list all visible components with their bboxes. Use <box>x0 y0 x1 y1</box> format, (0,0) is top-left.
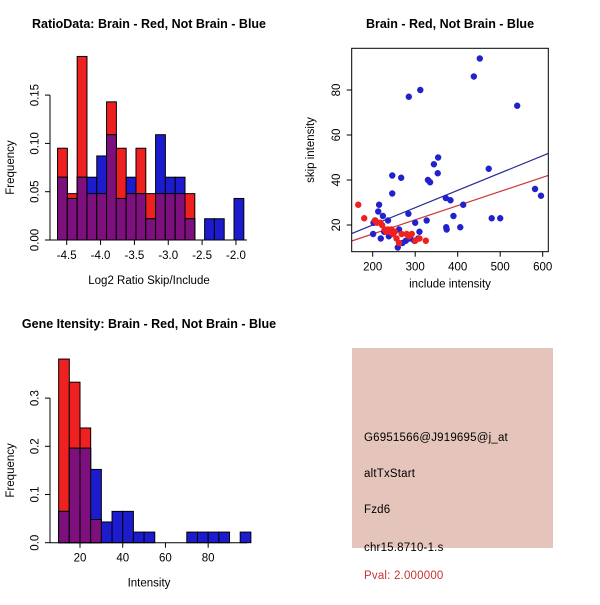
gene-histogram-chart <box>0 300 300 600</box>
pval-text: Pval: 2.000000 <box>364 570 444 582</box>
scatter-point-red <box>361 215 367 221</box>
chart-title: RatioData: Brain - Red, Not Brain - Blue <box>31 17 267 31</box>
scatter-point-blue <box>447 197 453 203</box>
hist-bar-blue <box>144 532 155 543</box>
hist-bar-blue <box>208 532 219 543</box>
scatter-point-blue <box>423 217 429 223</box>
hist-bar-blue <box>234 198 244 240</box>
x-tick-label: -4.0 <box>90 250 111 262</box>
scatter-point-blue <box>416 229 422 235</box>
scatter-point-blue <box>435 154 441 160</box>
hist-bar-overlap <box>116 198 126 240</box>
hist-bar-overlap <box>80 448 91 542</box>
probe-id-text: G6951566@J919695@j_at <box>364 432 508 444</box>
scatter-point-blue <box>385 217 391 223</box>
scatter-point-blue <box>378 235 384 241</box>
x-tick-label: 80 <box>201 552 215 565</box>
scatter-point-blue <box>412 220 418 226</box>
scatter-point-red <box>409 231 415 237</box>
x-tick-label: -2.0 <box>226 250 246 262</box>
hist-bar-overlap <box>77 177 87 240</box>
scatter-point-blue <box>514 103 520 109</box>
gene-info-card <box>352 348 553 582</box>
scatter-point-blue <box>417 87 423 93</box>
x-tick-label: 300 <box>405 261 425 274</box>
x-tick-label: 20 <box>73 552 87 565</box>
scatter-point-red <box>396 240 402 246</box>
hist-bar-overlap <box>156 194 166 240</box>
y-tick-label: 0.0 <box>29 534 42 551</box>
hist-bar-blue <box>205 219 215 240</box>
scatter-point-blue <box>460 202 466 208</box>
gene-symbol-text: Fzd6 <box>364 504 391 516</box>
hist-bar-blue <box>197 532 208 543</box>
y-tick-label: 40 <box>331 173 343 187</box>
y-tick-label: 20 <box>331 218 343 232</box>
y-tick-label: 0.00 <box>29 228 42 252</box>
hist-bar-blue <box>133 532 144 543</box>
scatter-point-blue <box>405 211 411 217</box>
chart-title: Brain - Red, Not Brain - Blue <box>365 17 535 31</box>
hist-bar-overlap <box>91 520 102 543</box>
hist-bar-blue <box>240 532 251 543</box>
ratio-histogram-chart <box>0 0 300 300</box>
hist-bar-overlap <box>97 194 107 240</box>
hist-bar-overlap <box>69 448 80 542</box>
hist-bar-overlap <box>165 194 175 240</box>
hist-bar-blue <box>123 511 134 542</box>
scatter-point-blue <box>538 193 544 199</box>
scatter-point-blue <box>370 231 376 237</box>
hist-bar-blue <box>219 532 230 543</box>
y-tick-label: 0.3 <box>29 390 42 407</box>
axis-title-x: Log2 Ratio Skip/Include <box>88 275 210 287</box>
scatter-point-blue <box>435 170 441 176</box>
x-tick-label: -3.0 <box>158 250 179 262</box>
hist-bar-overlap <box>87 194 97 240</box>
event-type-text: altTxStart <box>364 468 416 480</box>
scatter-point-blue <box>389 172 395 178</box>
x-tick-label: 60 <box>159 552 172 565</box>
hist-bar-overlap <box>59 511 70 542</box>
scatter-point-blue <box>376 202 382 208</box>
ratio-histogram-panel <box>0 0 300 300</box>
intensity-scatter-panel <box>300 0 600 300</box>
scatter-point-red <box>416 235 422 241</box>
scatter-point-blue <box>380 213 386 219</box>
hist-bar-overlap <box>185 219 195 240</box>
scatter-point-blue <box>477 55 483 61</box>
hist-bar-overlap <box>126 194 136 240</box>
intensity-scatter-chart <box>300 0 600 300</box>
hist-bar-blue <box>101 522 112 543</box>
y-tick-label: 0.15 <box>29 83 42 107</box>
y-tick-label: 0.2 <box>29 438 42 455</box>
scatter-point-blue <box>389 190 395 196</box>
scatter-point-blue <box>398 175 404 181</box>
x-tick-label: -4.5 <box>56 250 77 262</box>
scatter-point-blue <box>457 224 463 230</box>
hist-bar-blue <box>187 532 198 543</box>
scatter-point-blue <box>532 186 538 192</box>
scatter-point-red <box>392 229 398 235</box>
y-tick-label: 60 <box>331 128 343 142</box>
location-text: chr15.8710-1.s <box>364 542 444 554</box>
y-tick-label: 0.1 <box>29 486 42 503</box>
hist-bar-blue <box>112 511 123 542</box>
y-tick-label: 0.05 <box>29 180 42 203</box>
x-tick-label: 200 <box>363 261 383 274</box>
hist-bar-overlap <box>107 135 117 240</box>
x-tick-label: 600 <box>533 261 553 274</box>
axis-title-y: skip intensity <box>305 117 317 183</box>
hist-bar-overlap <box>58 177 68 240</box>
y-tick-label: 80 <box>331 83 343 97</box>
x-tick-label: 40 <box>116 552 130 565</box>
x-tick-label: -3.5 <box>124 250 145 262</box>
scatter-point-blue <box>450 213 456 219</box>
gene-histogram-panel <box>0 300 300 600</box>
scatter-point-blue <box>497 215 503 221</box>
scatter-point-blue <box>443 226 449 232</box>
hist-bar-overlap <box>67 198 77 240</box>
axis-title-y: Frequency <box>5 140 17 195</box>
scatter-point-blue <box>489 215 495 221</box>
y-tick-label: 0.10 <box>29 132 42 155</box>
axis-title-x: Intensity <box>127 577 171 590</box>
scatter-point-blue <box>431 161 437 167</box>
scatter-point-blue <box>471 73 477 79</box>
gene-info-panel <box>300 300 600 600</box>
x-tick-label: 500 <box>490 261 510 274</box>
scatter-point-red <box>355 202 361 208</box>
scatter-point-blue <box>486 166 492 172</box>
hist-bar-overlap <box>136 194 146 240</box>
x-tick-label: 400 <box>448 261 468 274</box>
hist-bar-blue <box>214 219 224 240</box>
hist-bar-overlap <box>175 194 185 240</box>
scatter-point-blue <box>375 208 381 214</box>
scatter-point-red <box>423 238 429 244</box>
scatter-point-blue <box>406 94 412 100</box>
chart-title: Gene Itensity: Brain - Red, Not Brain - Blue <box>21 317 277 331</box>
x-tick-label: -2.5 <box>192 250 213 262</box>
axis-title-y: Frequency <box>5 443 17 498</box>
hist-bar-overlap <box>146 219 156 240</box>
axis-title-x: include intensity <box>409 278 491 291</box>
scatter-point-blue <box>427 179 433 185</box>
